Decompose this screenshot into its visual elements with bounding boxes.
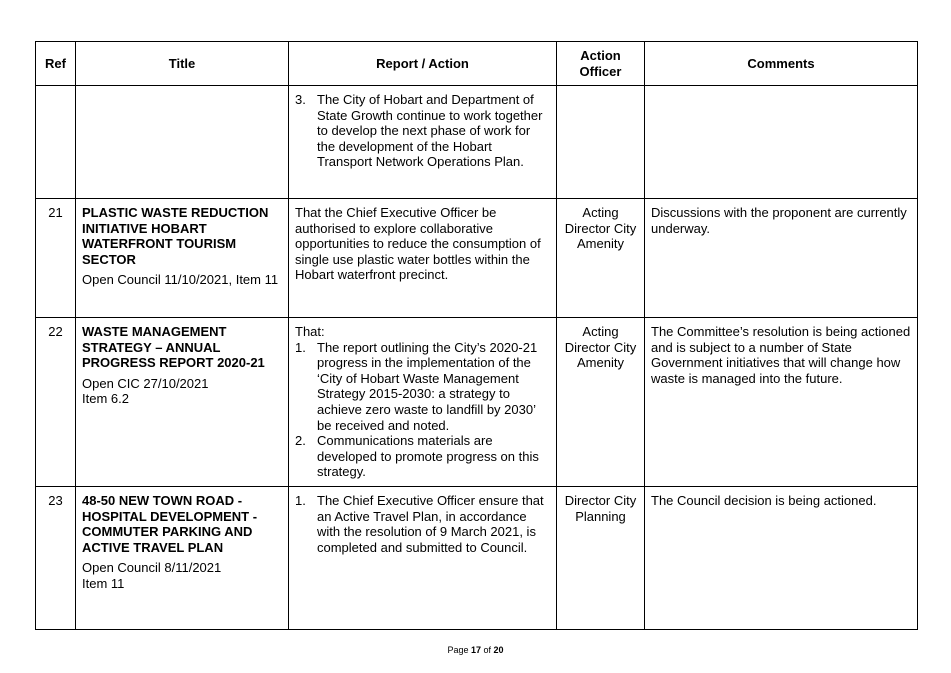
item-number: 2. [295,433,306,449]
cell-ref: 21 [36,199,76,318]
cell-title [76,318,289,487]
page-total: 20 [493,645,504,655]
cell-ref: 22 [36,318,76,487]
cell-title [76,486,289,629]
cell-officer: Acting Director City Amenity [557,318,645,487]
header-officer: Action Officer [557,42,645,86]
cell-comments: The Council decision is being actioned. [645,486,918,629]
page-label: Page [447,645,469,655]
cell-report [289,486,557,629]
table-row-continuation [36,86,918,199]
cell-ref [36,86,76,199]
cell-title [76,199,289,318]
cell-comments: Discussions with the proponent are currently underway. [645,199,918,318]
table-row-23 [36,486,918,629]
list-item [295,493,550,555]
meeting-item: Item 6.2 [82,391,129,407]
item-number: 1. [295,339,306,355]
report-list [295,340,550,480]
action-report-table [35,41,918,630]
table-row-22 [36,318,918,487]
list-item [295,433,550,480]
page-of-label: of [483,645,492,655]
cell-ref: 23 [36,486,76,629]
table-row-21 [36,199,918,318]
page-footer [0,645,951,655]
header-row [36,42,918,86]
cell-report [289,86,557,199]
item-number: 1. [295,492,306,508]
meeting-reference: Open Council 11/10/2021, Item 11 [82,272,279,288]
cell-comments: The Committee’s resolution is being actioned and is subject to a number of State Government initiatives that will change how waste is managed into the future. [645,318,918,487]
item-text: The Chief Executive Officer ensure that an Active Travel Plan, in accordance with the resolution of 9 March 2021, is completed and submitted to Council. [317,492,544,555]
meeting-line: Open Council 8/11/2021 [82,560,222,576]
meeting-line: Open CIC 27/10/2021 [82,375,209,391]
item-number: 3. [295,92,306,107]
list-item [295,340,550,434]
item-text: Communications materials are developed to promote progress on this strategy. [317,433,539,480]
meeting-reference [82,560,282,591]
meeting-item: Item 11 [82,575,125,591]
cell-officer [557,86,645,199]
header-report: Report / Action [289,42,557,86]
item-title: PLASTIC WASTE REDUCTION INITIATIVE HOBART WATERFRONT TOURISM SECTOR [82,205,269,267]
item-text: The report outlining the City’s 2020-21 progress in the implementation of the ‘City of Hobart Waste Management Strategy 2015-2030: a strategy to achieve zero waste to landfill by 2030’ be received and noted. [317,339,538,433]
cell-report: That the Chief Executive Officer be authorised to explore collaborative opportunities to reduce the consumption of single use plastic water bottles within the Hobart waterfront precinct. [289,199,557,318]
item-title: WASTE MANAGEMENT STRATEGY – ANNUAL PROGRESS REPORT 2020-21 [82,324,265,371]
report-intro: That: [295,324,325,339]
cell-comments [645,86,918,199]
cell-officer: Acting Director City Amenity [557,199,645,318]
report-list [295,92,550,170]
page-number: 17 [470,645,481,655]
cell-officer: Director City Planning [557,486,645,629]
report-list [295,493,550,555]
header-title: Title [76,42,289,86]
cell-title [76,86,289,199]
item-title: 48-50 NEW TOWN ROAD - HOSPITAL DEVELOPMENT - COMMUTER PARKING AND ACTIVE TRAVEL PLAN [82,492,258,555]
header-ref: Ref [36,42,76,86]
item-text: The City of Hobart and Department of State Growth continue to work together to develop the next phase of work for the development of the Hobart Transport Network Operations Plan. [317,92,543,170]
header-comments: Comments [645,42,918,86]
meeting-reference [82,376,282,407]
list-item [295,92,550,170]
cell-report [289,318,557,487]
